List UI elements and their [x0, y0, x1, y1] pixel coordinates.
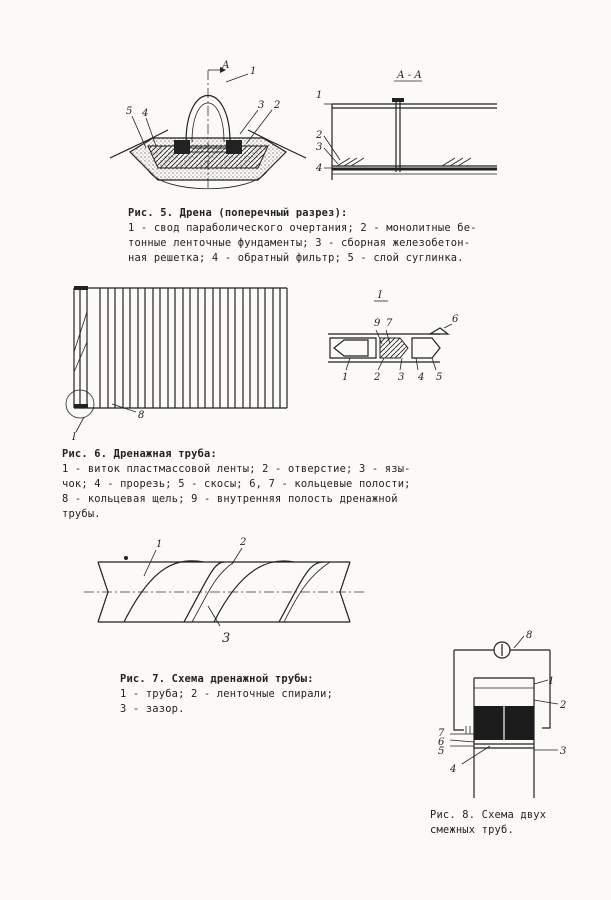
fig5-aa-label-1: 1 — [316, 90, 323, 101]
fig7-caption — [120, 672, 400, 717]
fig6-label-8: 8 — [138, 410, 145, 421]
fig6-pipe-drawing — [62, 282, 302, 442]
fig6-label-6: 6 — [452, 314, 459, 325]
fig7-label-3: 3 — [222, 631, 231, 646]
fig8-caption-line: смежных труб. — [430, 824, 514, 836]
fig7-label-2: 2 — [240, 537, 247, 548]
fig8-caption — [430, 808, 600, 838]
fig5-aa-label-3: 3 — [316, 142, 323, 153]
fig5-label-4: 4 — [142, 108, 149, 119]
fig5-caption-line: тонные ленточные фундаменты; 3 - сборная железобетон- — [128, 237, 471, 249]
fig6-detail-label: I — [72, 432, 76, 443]
fig5-label-3: 3 — [258, 100, 265, 111]
fig5-section-title: А - А — [397, 70, 422, 81]
fig8-adjacent-pipes-drawing — [430, 628, 580, 803]
fig6-detail-drawing — [320, 288, 470, 398]
fig5-label-1: 1 — [250, 66, 257, 77]
fig5-aa-label-4: 4 — [316, 163, 323, 174]
fig5-caption-line: 1 - свод параболического очертания; 2 - монолитные бе- — [128, 222, 477, 234]
fig7-caption-line: 3 - зазор. — [120, 703, 185, 715]
fig5-caption — [128, 206, 488, 266]
fig8-caption-line: Рис. 8. Схема двух — [430, 809, 547, 821]
fig5-caption-line: ная решетка; 4 - обратный фильтр; 5 - слой суглинка. — [128, 252, 464, 264]
fig6-caption — [62, 447, 442, 522]
fig7-caption-title: Рис. 7. Схема дренажной трубы: — [120, 673, 314, 685]
fig8-label-5: 5 — [438, 746, 445, 757]
fig6-caption-title: Рис. 6. Дренажная труба: — [62, 448, 217, 460]
fig8-label-2: 2 — [560, 700, 567, 711]
fig5-section-mark: А — [222, 60, 230, 71]
fig6-caption-line: трубы. — [62, 508, 101, 520]
fig5-aa-label-2: 2 — [316, 130, 323, 141]
fig7-caption-line: 1 - труба; 2 - ленточные спирали; — [120, 688, 334, 700]
fig7-label-1: 1 — [156, 539, 163, 550]
fig6-label-9: 9 — [374, 318, 381, 329]
fig6-detail-title: I — [378, 290, 382, 301]
fig8-label-6: 6 — [438, 737, 445, 748]
fig8-label-7: 7 — [438, 728, 445, 739]
fig8-label-8: 8 — [526, 630, 533, 641]
fig7-spiral-pipe-drawing — [84, 536, 364, 651]
fig5-cross-section-drawing — [108, 60, 308, 195]
fig6-label-4: 4 — [418, 372, 425, 383]
fig5-caption-title: Рис. 5. Дрена (поперечный разрез): — [128, 207, 348, 219]
fig6-caption-line: 1 - виток пластмассовой ленты; 2 - отверстие; 3 - язы- — [62, 463, 411, 475]
fig8-label-3: 3 — [560, 746, 567, 757]
fig6-label-2: 2 — [374, 372, 381, 383]
fig6-caption-line: 8 - кольцевая щель; 9 - внутренняя полость дренажной — [62, 493, 398, 505]
fig6-label-7: 7 — [386, 318, 393, 329]
fig5-section-aa-drawing — [312, 68, 507, 183]
fig6-label-1: 1 — [342, 372, 349, 383]
fig8-label-1: 1 — [548, 676, 555, 687]
fig6-caption-line: чок; 4 - прорезь; 5 - скосы; 6, 7 - кольцевые полости; — [62, 478, 411, 490]
fig6-label-5: 5 — [436, 372, 443, 383]
fig5-label-5: 5 — [126, 106, 133, 117]
fig8-label-4: 4 — [450, 764, 457, 775]
fig5-label-2: 2 — [274, 100, 281, 111]
fig6-label-3: 3 — [398, 372, 405, 383]
